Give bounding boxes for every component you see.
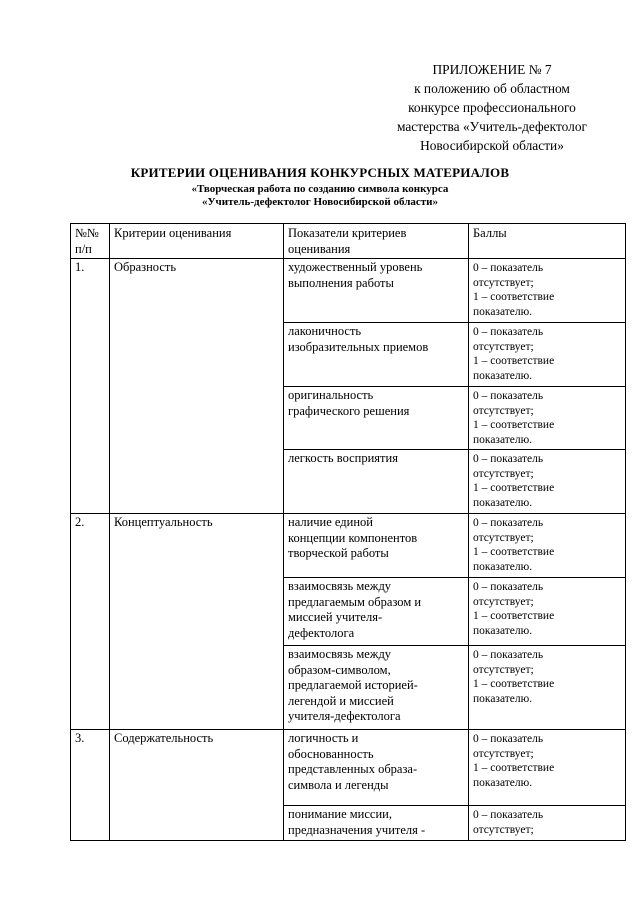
score-cell: 0 – показатель отсутствует; 1 – соответствие показателю.	[469, 514, 626, 578]
criterion-number: 2.	[71, 514, 110, 730]
appendix-line: Новосибирской области»	[420, 138, 564, 153]
header-score: Баллы	[469, 224, 626, 259]
header-number: №№ п/п	[71, 224, 110, 259]
table-row	[71, 514, 626, 578]
score-cell: 0 – показатель отсутствует; 1 – соответствие показателю.	[469, 450, 626, 514]
score-cell: 0 – показатель отсутствует; 1 – соответствие показателю.	[469, 259, 626, 323]
appendix-line: конкурсе профессионального	[408, 100, 576, 115]
document-subtitle: «Учитель-дефектолог Новосибирской области»	[201, 196, 438, 208]
score-cell: 0 – показатель отсутствует; 1 – соответствие показателю.	[469, 323, 626, 387]
indicator-cell: лаконичность изобразительных приемов	[284, 323, 469, 387]
appendix-line: мастерства «Учитель-дефектолог	[396, 119, 588, 134]
criterion-number: 3.	[71, 730, 110, 841]
criteria-table	[70, 223, 626, 841]
table-row	[71, 259, 626, 323]
score-cell: 0 – показатель отсутствует; 1 – соответствие показателю.	[469, 387, 626, 450]
indicator-cell: легкость восприятия	[284, 450, 469, 514]
header-criteria: Критерии оценивания	[110, 224, 284, 259]
score-cell: 0 – показатель отсутствует; 1 – соответствие показателю.	[469, 646, 626, 730]
score-cell: 0 – показатель отсутствует;	[469, 806, 626, 841]
criterion-number: 1.	[71, 259, 110, 514]
table-header-row	[71, 224, 626, 259]
document-titles	[0, 165, 640, 209]
score-cell: 0 – показатель отсутствует; 1 – соответствие показателю.	[469, 578, 626, 646]
indicator-cell: художественный уровень выполнения работы	[284, 259, 469, 323]
score-cell: 0 – показатель отсутствует; 1 – соответствие показателю.	[469, 730, 626, 806]
appendix-heading	[372, 60, 612, 155]
header-indicators: Показатели критериев оценивания	[284, 224, 469, 259]
indicator-cell: наличие единой концепции компонентов творческой работы	[284, 514, 469, 578]
criterion-name: Концептуальность	[110, 514, 284, 730]
table-row	[71, 730, 626, 806]
indicator-cell: понимание миссии, предназначения учителя -	[284, 806, 469, 841]
indicator-cell: логичность и обоснованность представленных образа- символа и легенды	[284, 730, 469, 806]
criterion-name: Образность	[110, 259, 284, 514]
indicator-cell: взаимосвязь между образом-символом, предлагаемой историей- легендой и миссией учителя-дефектолога	[284, 646, 469, 730]
appendix-number: ПРИЛОЖЕНИЕ № 7	[432, 62, 552, 77]
indicator-cell: взаимосвязь между предлагаемым образом и миссией учителя- дефектолога	[284, 578, 469, 646]
criterion-name: Содержательность	[110, 730, 284, 841]
indicator-cell: оригинальность графического решения	[284, 387, 469, 450]
document-title: КРИТЕРИИ ОЦЕНИВАНИЯ КОНКУРСНЫХ МАТЕРИАЛОВ	[130, 165, 510, 180]
appendix-line: к положению об областном	[414, 81, 570, 96]
document-subtitle: «Творческая работа по созданию символа конкурса	[191, 183, 449, 195]
